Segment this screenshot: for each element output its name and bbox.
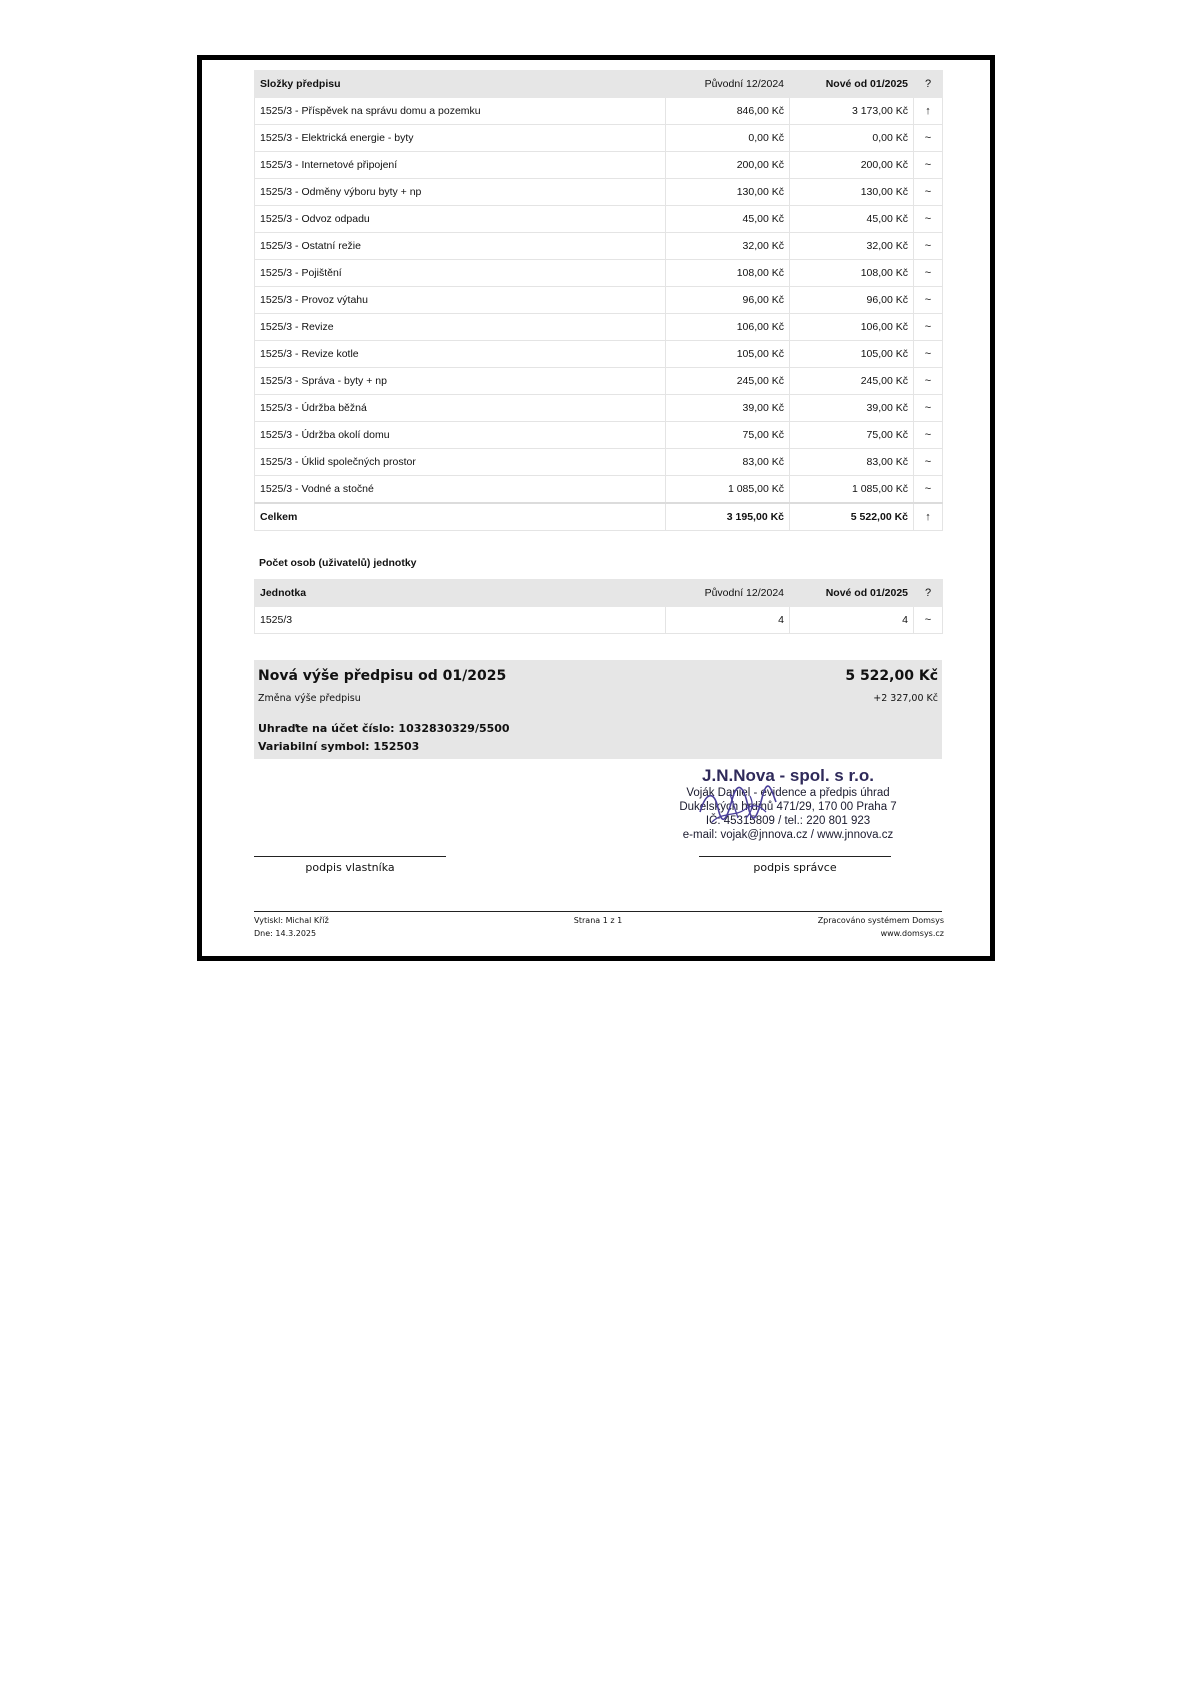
footer-website: www.domsys.cz bbox=[880, 929, 944, 938]
row-original: 96,00 Kč bbox=[666, 287, 790, 314]
stamp-person: Voják Daniel - evidence a předpis úhrad bbox=[686, 787, 890, 799]
row-name: 1525/3 - Internetové připojení bbox=[255, 152, 666, 179]
table-row bbox=[255, 287, 943, 314]
footer-printed-by: Vytiskl: Michal Kříž bbox=[254, 916, 329, 925]
row-indicator: ~ bbox=[914, 476, 943, 504]
table-row bbox=[255, 98, 943, 125]
row-original: 130,00 Kč bbox=[666, 179, 790, 206]
row-indicator: ~ bbox=[914, 179, 943, 206]
footer-date: Dne: 14.3.2025 bbox=[254, 929, 317, 938]
row-indicator: ~ bbox=[914, 233, 943, 260]
row-original: 39,00 Kč bbox=[666, 395, 790, 422]
summary-variable-symbol: Variabilní symbol: 152503 bbox=[258, 740, 420, 753]
row-indicator: ~ bbox=[914, 395, 943, 422]
footer-divider bbox=[254, 911, 942, 912]
manager-signature-label: podpis správce bbox=[753, 861, 837, 874]
table-header-row bbox=[255, 580, 943, 607]
persons-section-title: Počet osob (uživatelů) jednotky bbox=[259, 557, 417, 569]
header-indicator: ? bbox=[914, 71, 943, 98]
row-new: 4 bbox=[790, 607, 914, 634]
row-original: 200,00 Kč bbox=[666, 152, 790, 179]
header-name: Jednotka bbox=[255, 580, 666, 607]
summary-change-label: Změna výše předpisu bbox=[258, 693, 361, 704]
footer-system: Zpracováno systémem Domsys bbox=[817, 916, 944, 925]
table-header-row bbox=[255, 71, 943, 98]
row-name: 1525/3 - Odvoz odpadu bbox=[255, 206, 666, 233]
row-original: 0,00 Kč bbox=[666, 125, 790, 152]
total-new: 5 522,00 Kč bbox=[790, 503, 914, 531]
stamp-ids: IČ: 45315809 / tel.: 220 801 923 bbox=[705, 815, 871, 827]
summary-box bbox=[254, 660, 942, 759]
row-original: 4 bbox=[666, 607, 790, 634]
row-indicator: ~ bbox=[914, 422, 943, 449]
row-original: 105,00 Kč bbox=[666, 341, 790, 368]
summary-account: Uhraďte na účet číslo: 1032830329/5500 bbox=[258, 722, 510, 735]
header-original: Původní 12/2024 bbox=[666, 580, 790, 607]
row-name: 1525/3 - Elektrická energie - byty bbox=[255, 125, 666, 152]
row-new: 1 085,00 Kč bbox=[790, 476, 914, 504]
row-original: 32,00 Kč bbox=[666, 233, 790, 260]
row-name: 1525/3 - Vodné a stočné bbox=[255, 476, 666, 504]
row-indicator: ~ bbox=[914, 341, 943, 368]
row-name: 1525/3 - Příspěvek na správu domu a pozemku bbox=[255, 98, 666, 125]
row-name: 1525/3 - Správa - byty + np bbox=[255, 368, 666, 395]
row-new: 83,00 Kč bbox=[790, 449, 914, 476]
row-new: 105,00 Kč bbox=[790, 341, 914, 368]
row-indicator: ~ bbox=[914, 607, 943, 634]
table-row bbox=[255, 179, 943, 206]
row-name: 1525/3 - Úklid společných prostor bbox=[255, 449, 666, 476]
handwritten-signature bbox=[692, 782, 782, 830]
document-content bbox=[254, 70, 942, 759]
row-name: 1525/3 bbox=[255, 607, 666, 634]
row-original: 45,00 Kč bbox=[666, 206, 790, 233]
row-new: 75,00 Kč bbox=[790, 422, 914, 449]
row-original: 1 085,00 Kč bbox=[666, 476, 790, 504]
header-new: Nové od 01/2025 bbox=[790, 71, 914, 98]
summary-change-value: +2 327,00 Kč bbox=[873, 693, 938, 704]
row-original: 245,00 Kč bbox=[666, 368, 790, 395]
row-original: 83,00 Kč bbox=[666, 449, 790, 476]
table-row bbox=[255, 476, 943, 504]
row-indicator: ~ bbox=[914, 314, 943, 341]
manager-signature-line bbox=[699, 856, 891, 857]
row-indicator: ~ bbox=[914, 449, 943, 476]
table-total-row bbox=[255, 503, 943, 531]
table-row bbox=[255, 368, 943, 395]
row-indicator: ~ bbox=[914, 260, 943, 287]
stamp-contact: e-mail: vojak@jnnova.cz / www.jnnova.cz bbox=[682, 829, 894, 841]
table-row bbox=[255, 341, 943, 368]
total-original: 3 195,00 Kč bbox=[666, 503, 790, 531]
row-new: 106,00 Kč bbox=[790, 314, 914, 341]
row-new: 245,00 Kč bbox=[790, 368, 914, 395]
table-row bbox=[255, 233, 943, 260]
persons-table bbox=[254, 579, 943, 634]
summary-amount: 5 522,00 Kč bbox=[845, 668, 938, 684]
company-stamp bbox=[604, 766, 972, 842]
table-row bbox=[255, 314, 943, 341]
footer-page: Strana 1 z 1 bbox=[573, 916, 623, 925]
row-indicator: ~ bbox=[914, 206, 943, 233]
row-new: 32,00 Kč bbox=[790, 233, 914, 260]
row-original: 75,00 Kč bbox=[666, 422, 790, 449]
row-name: 1525/3 - Údržba běžná bbox=[255, 395, 666, 422]
total-indicator: ↑ bbox=[914, 503, 943, 531]
row-new: 3 173,00 Kč bbox=[790, 98, 914, 125]
row-new: 45,00 Kč bbox=[790, 206, 914, 233]
header-name: Složky předpisu bbox=[255, 71, 666, 98]
summary-title: Nová výše předpisu od 01/2025 bbox=[258, 668, 507, 684]
row-name: 1525/3 - Pojištění bbox=[255, 260, 666, 287]
row-new: 96,00 Kč bbox=[790, 287, 914, 314]
header-new: Nové od 01/2025 bbox=[790, 580, 914, 607]
table-row bbox=[255, 422, 943, 449]
row-name: 1525/3 - Revize kotle bbox=[255, 341, 666, 368]
row-indicator: ~ bbox=[914, 125, 943, 152]
row-indicator: ~ bbox=[914, 287, 943, 314]
table-row bbox=[255, 260, 943, 287]
row-indicator: ~ bbox=[914, 152, 943, 179]
row-name: 1525/3 - Provoz výtahu bbox=[255, 287, 666, 314]
row-indicator: ↑ bbox=[914, 98, 943, 125]
table-row bbox=[255, 206, 943, 233]
components-table bbox=[254, 70, 943, 531]
row-original: 106,00 Kč bbox=[666, 314, 790, 341]
row-indicator: ~ bbox=[914, 368, 943, 395]
header-indicator: ? bbox=[914, 580, 943, 607]
table-row bbox=[255, 449, 943, 476]
owner-signature-label: podpis vlastníka bbox=[305, 861, 395, 874]
owner-signature-line bbox=[254, 856, 446, 857]
row-new: 200,00 Kč bbox=[790, 152, 914, 179]
row-name: 1525/3 - Ostatní režie bbox=[255, 233, 666, 260]
row-name: 1525/3 - Odměny výboru byty + np bbox=[255, 179, 666, 206]
header-original: Původní 12/2024 bbox=[666, 71, 790, 98]
row-original: 108,00 Kč bbox=[666, 260, 790, 287]
stamp-company: J.N.Nova - spol. s r.o. bbox=[702, 766, 874, 785]
row-original: 846,00 Kč bbox=[666, 98, 790, 125]
row-new: 39,00 Kč bbox=[790, 395, 914, 422]
table-row bbox=[255, 152, 943, 179]
table-row bbox=[255, 395, 943, 422]
table-row bbox=[255, 607, 943, 634]
document-frame bbox=[197, 55, 995, 961]
row-new: 108,00 Kč bbox=[790, 260, 914, 287]
table-row bbox=[255, 125, 943, 152]
total-name: Celkem bbox=[255, 503, 666, 531]
row-name: 1525/3 - Revize bbox=[255, 314, 666, 341]
row-new: 130,00 Kč bbox=[790, 179, 914, 206]
row-new: 0,00 Kč bbox=[790, 125, 914, 152]
row-name: 1525/3 - Údržba okolí domu bbox=[255, 422, 666, 449]
stamp-address: Dukelských hrdinů 471/29, 170 00 Praha 7 bbox=[679, 801, 897, 813]
